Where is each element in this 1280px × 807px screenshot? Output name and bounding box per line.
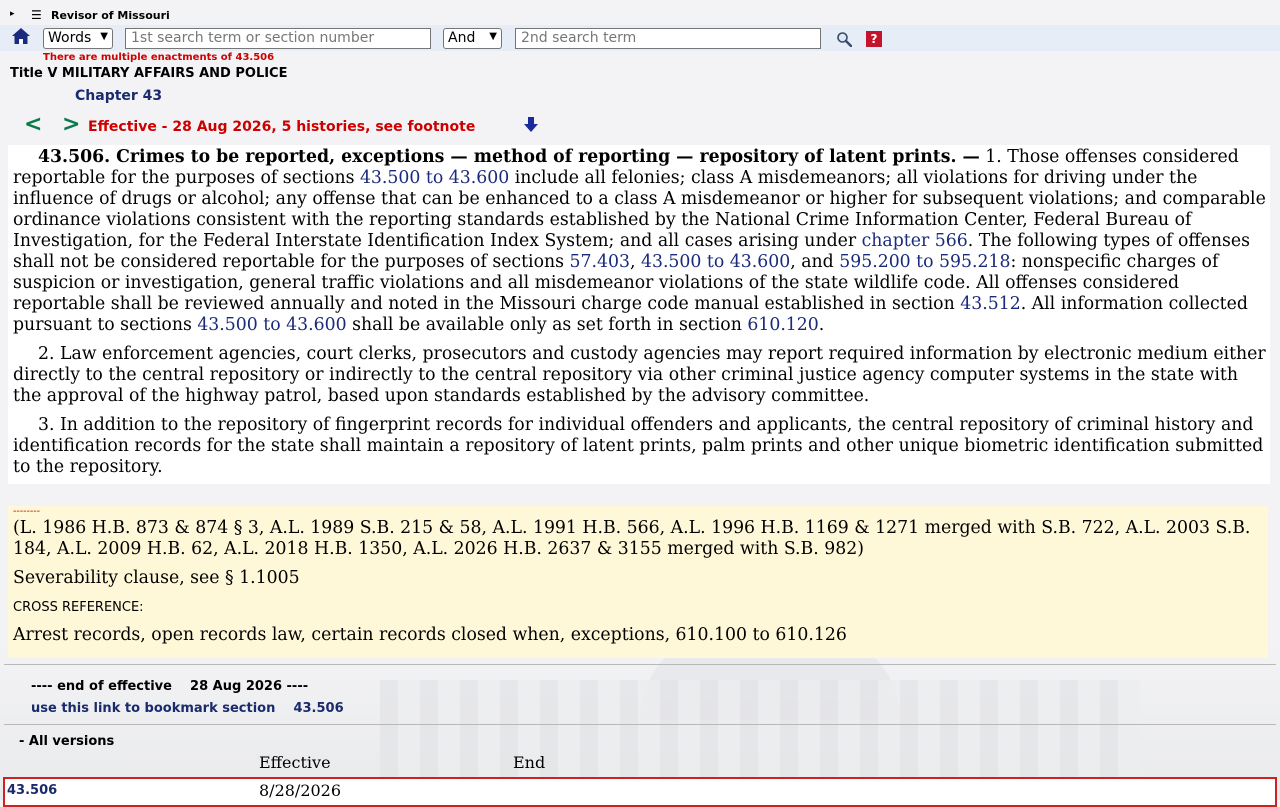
version-row[interactable] xyxy=(3,777,1277,807)
effective-date-notice: Effective - 28 Aug 2026, 5 histories, see footnote xyxy=(88,119,476,135)
link-610-120[interactable]: 610.120 xyxy=(747,315,819,335)
chevron-down-icon: ▼ xyxy=(100,31,108,42)
link-43-500-to-43-600[interactable]: 43.500 to 43.600 xyxy=(640,252,791,272)
severability-text: Severability clause, see § 1.1005 xyxy=(13,568,300,588)
version-section-link[interactable]: 43.506 xyxy=(7,783,58,798)
previous-section-button[interactable]: < xyxy=(24,112,43,137)
all-versions-toggle[interactable]: - All versions xyxy=(19,734,115,749)
link-43-500-to-43-600[interactable]: 43.500 to 43.600 xyxy=(197,315,347,335)
link-43-500-to-43-600[interactable]: 43.500 to 43.600 xyxy=(359,168,510,188)
search-bar xyxy=(0,25,1280,51)
notes-separator: -------- xyxy=(13,506,41,517)
arrow-down-icon[interactable] xyxy=(522,116,540,134)
section-heading: 43.506. Crimes to be reported, exceptions — method of reporting — repository of latent prints. — xyxy=(38,147,980,167)
history-text: (L. 1986 H.B. 873 & 874 § 3, A.L. 1989 S.B. 215 & 58, A.L. 1991 H.B. 566, A.L. 1996 H.B. 1169 & 1271 merged with S.B. 722, A.L. 2003 S.B. 184, A.L. 2009 H.B. 62, A.L. 2018 H.B. 1350, A.L. 2026 H.B. 2637 & 3155 merged with S.B. 982) xyxy=(13,518,1251,559)
second-search-term-input[interactable]: 2nd search term xyxy=(515,28,821,49)
column-header-effective: Effective xyxy=(259,753,331,772)
history-notes xyxy=(8,506,1268,658)
search-operator-select[interactable]: And ▼ xyxy=(443,28,502,49)
divider xyxy=(4,724,1276,725)
section-paragraph-1: 43.506. Crimes to be reported, exceptions — method of reporting — repository of latent prints. — 1. Those offenses considered reportable for the purposes of sections 43.500 to 43.600 include all felonies; class A misdemeanors; all violations for driving under the influence of drugs or alcohol; any offense that can be enhanced to a class A misdemeanor or higher for subsequent violations; and comparable ordinance violations consistent with the reporting standards established by the National Crime Information Center, Federal Bureau of Investigation, for the Federal Interstate Identification Index System; and all cases arising under chapter 566. The following types of offenses shall not be considered reportable for the purposes of sections 57.403, 43.500 to 43.600, and 595.200 to 595.218: nonspecific charges of suspicion or investigation, general traffic violations and all misdemeanor violations of the state wildlife code. All offenses considered reportable shall be reviewed annually and noted in the Missouri charge code manual established in section 43.512. All information collected pursuant to sections 43.500 to 43.600 shall be available only as set forth in section 610.120. xyxy=(13,147,1266,335)
end-of-effective: ---- end of effective 28 Aug 2026 ---- xyxy=(31,679,309,694)
chevron-down-icon: ▼ xyxy=(489,31,497,42)
section-text xyxy=(8,145,1270,484)
expand-triangle-icon[interactable]: ▸ xyxy=(10,9,15,19)
link-chapter-566[interactable]: chapter 566 xyxy=(861,231,968,251)
cross-reference-label: CROSS REFERENCE: xyxy=(13,600,144,615)
section-paragraph-2: 2. Law enforcement agencies, court clerks, prosecutors and custody agencies may report required information by electronic medium either directly to the central repository or indirectly to the central repository via other criminal justice agency computer systems in the state with the approval of the highway patrol, based upon standards established by the advisory committee. xyxy=(13,344,1266,406)
home-icon[interactable] xyxy=(11,27,31,45)
section-paragraph-3: 3. In addition to the repository of fingerprint records for individual offenders and applicants, the central repository of criminal history and identification records for the state shall maintain a repository of latent prints, palm prints and other unique biometric identification submitted to the repository. xyxy=(13,415,1264,477)
site-name[interactable]: Revisor of Missouri xyxy=(51,9,170,22)
bookmark-link[interactable]: use this link to bookmark section 43.506 xyxy=(31,701,344,716)
link-57-403[interactable]: 57.403 xyxy=(569,252,630,272)
cross-reference-text: Arrest records, open records law, certain records closed when, exceptions, 610.100 to 610.126 xyxy=(13,625,847,645)
first-search-term-input[interactable]: 1st search term or section number xyxy=(125,28,431,49)
link-595-200-to-595-218[interactable]: 595.200 to 595.218 xyxy=(839,252,1011,272)
help-icon[interactable]: ? xyxy=(866,31,882,47)
version-effective-date: 8/28/2026 xyxy=(259,781,342,800)
title-heading[interactable]: Title V MILITARY AFFAIRS AND POLICE xyxy=(10,66,288,81)
hamburger-menu-icon[interactable]: ☰ xyxy=(31,8,42,22)
next-section-button[interactable]: > xyxy=(62,112,81,137)
column-header-end: End xyxy=(513,753,546,772)
search-mode-select[interactable]: Words ▼ xyxy=(43,28,113,49)
divider xyxy=(4,664,1276,665)
chapter-link[interactable]: Chapter 43 xyxy=(75,88,163,104)
multiple-enactments-notice: There are multiple enactments of 43.506 xyxy=(43,52,275,63)
link-43-512[interactable]: 43.512 xyxy=(960,294,1021,314)
search-icon[interactable] xyxy=(836,31,852,47)
top-bar xyxy=(0,7,400,25)
